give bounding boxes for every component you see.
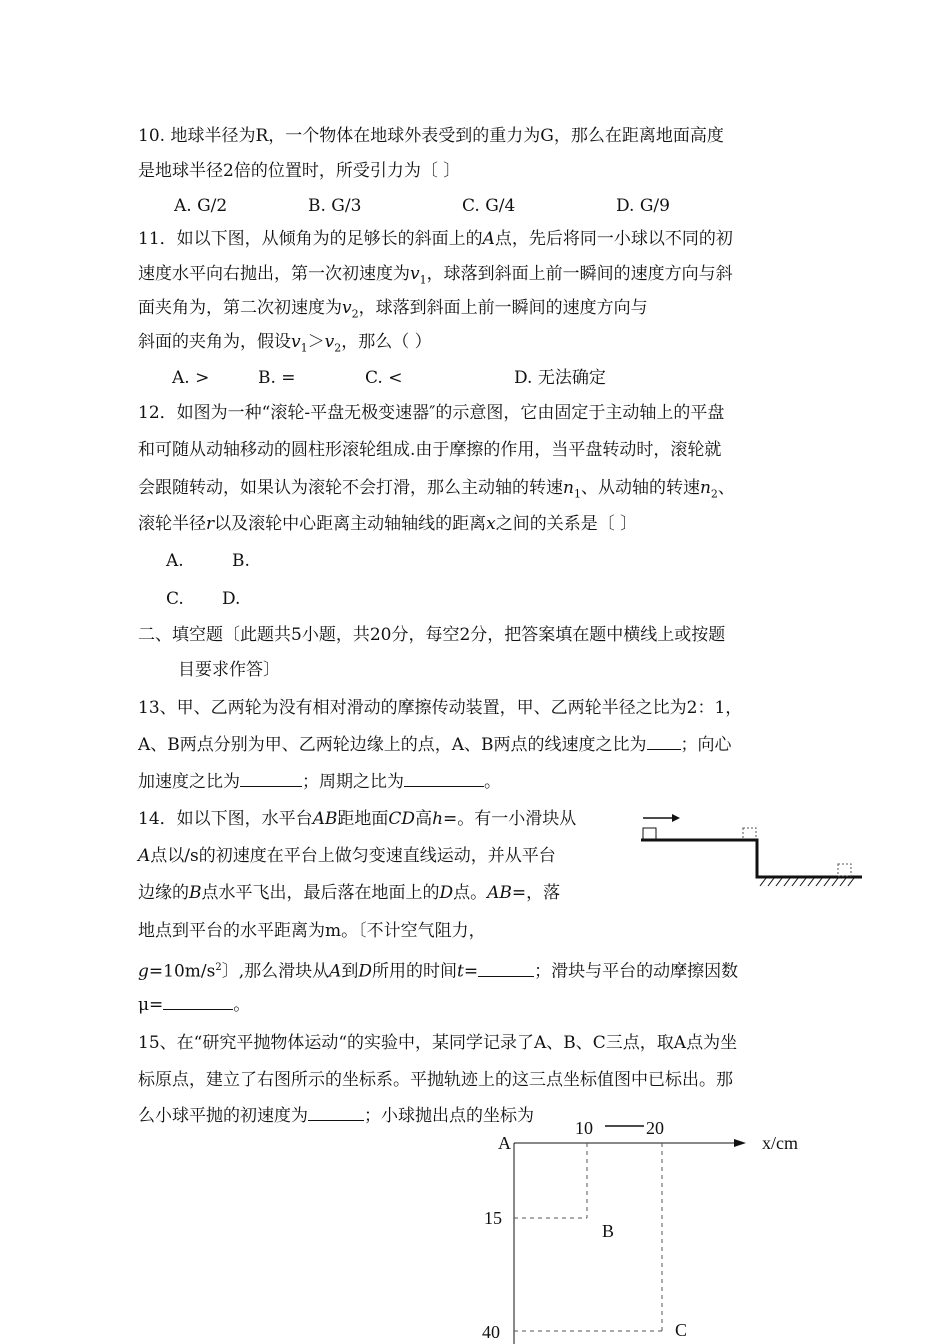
graph-xaxis-label: x/cm bbox=[762, 1133, 798, 1153]
q14-line5: $g=10m/s^2$〕,那么滑块从A到D所用的时间t= ；滑块与平台的动摩擦因数 bbox=[138, 961, 739, 982]
q13-line3: 加速度之比为 ；周期之比为 。 bbox=[138, 772, 501, 792]
q10-option-c: C. G/4 bbox=[462, 196, 516, 216]
q15-line1: 15、在“研究平抛物体运动“的实验中，某同学记录了A、B、C三点，取A点为坐 bbox=[138, 1033, 738, 1053]
graph-label-c: C bbox=[675, 1320, 688, 1340]
q10-line1: 10. 地球半径为R，一个物体在地球外表受到的重力为G，那么在距离地面高度 bbox=[138, 126, 724, 146]
q14-line3: 边缘的B点水平飞出，最后落在地面上的D点。AB=，落 bbox=[138, 883, 561, 903]
q14-line4: 地点到平台的水平距离为m。〔不计空气阻力， bbox=[138, 921, 486, 941]
q11-line2: 速度水平向右抛出，第一次初速度为$v_1$，球落到斜面上前一瞬间的速度方向与斜 bbox=[138, 264, 733, 287]
graph-tick-x20: 20 bbox=[646, 1118, 664, 1138]
q11-option-b: B. = bbox=[258, 368, 296, 388]
q14-line1: 14．如以下图，水平台AB距地面CD高h=。有一小滑块从 bbox=[138, 809, 577, 829]
graph-label-a: A bbox=[498, 1133, 511, 1153]
q12-option-d: D. bbox=[222, 589, 241, 609]
section2-heading: 二、填空题〔此题共5小题，共20分，每空2分，把答案填在题中横线上或按题 bbox=[138, 625, 726, 645]
q14-line6: μ= 。 bbox=[138, 995, 251, 1015]
q10-option-a: A. G/2 bbox=[174, 196, 228, 216]
section2-heading-cont: 目要求作答〕 bbox=[178, 660, 280, 680]
graph-tick-y15: 15 bbox=[484, 1208, 502, 1228]
q12-option-a: A. bbox=[166, 551, 184, 571]
q12-line4: 滚轮半径r以及滚轮中心距离主动轴轴线的距离x之间的关系是〔 〕 bbox=[138, 514, 638, 534]
q14-line2: A点以/s的初速度在平台上做匀变速直线运动，并从平台 bbox=[138, 846, 556, 866]
q12-line1: 12．如图为一种“滚轮-平盘无极变速器″的示意图，它由固定于主动轴上的平盘 bbox=[138, 403, 725, 423]
q13-line1: 13、甲、乙两轮为没有相对滑动的摩擦传动装置，甲、乙两轮半径之比为2：1， bbox=[138, 698, 743, 718]
graph-tick-y40: 40 bbox=[482, 1322, 500, 1342]
q11-option-d: D. 无法确定 bbox=[514, 368, 606, 388]
q10-option-d: D. G/9 bbox=[616, 196, 670, 216]
q11-line1: 11．如以下图，从倾角为的足够长的斜面上的A点，先后将同一小球以不同的初 bbox=[138, 229, 733, 249]
q15-line3: 么小球平抛的初速度为 ；小球抛出点的坐标为 bbox=[138, 1106, 534, 1126]
q12-line2: 和可随从动轴移动的圆柱形滚轮组成.由于摩擦的作用，当平盘转动时，滚轮就 bbox=[138, 440, 722, 460]
graph-label-b: B bbox=[602, 1221, 615, 1241]
q13-line2: A、B两点分别为甲、乙两轮边缘上的点，A、B两点的线速度之比为 ；向心 bbox=[138, 735, 732, 755]
q11-option-a: A. > bbox=[172, 368, 210, 388]
q10-line2: 是地球半径2倍的位置时，所受引力为〔 〕 bbox=[138, 161, 461, 181]
q12-option-c: C. bbox=[166, 589, 184, 609]
q11-line3: 面夹角为，第二次初速度为$v_2$，球落到斜面上前一瞬间的速度方向与 bbox=[138, 298, 648, 321]
q11-option-c: C. < bbox=[365, 368, 403, 388]
q11-line4: 斜面的夹角为，假设$v_1>v_2$，那么（ ） bbox=[138, 332, 432, 355]
graph-tick-x10: 10 bbox=[575, 1118, 593, 1138]
q15-line2: 标原点，建立了右图所示的坐标系。平抛轨迹上的这三点坐标值图中已标出。那 bbox=[138, 1070, 733, 1090]
q12-line3: 会跟随转动，如果认为滚轮不会打滑，那么主动轴的转速$n_1$、从动轴的转速$n_2$、 bbox=[138, 478, 735, 501]
q12-option-b: B. bbox=[232, 551, 250, 571]
q10-option-b: B. G/3 bbox=[308, 196, 362, 216]
